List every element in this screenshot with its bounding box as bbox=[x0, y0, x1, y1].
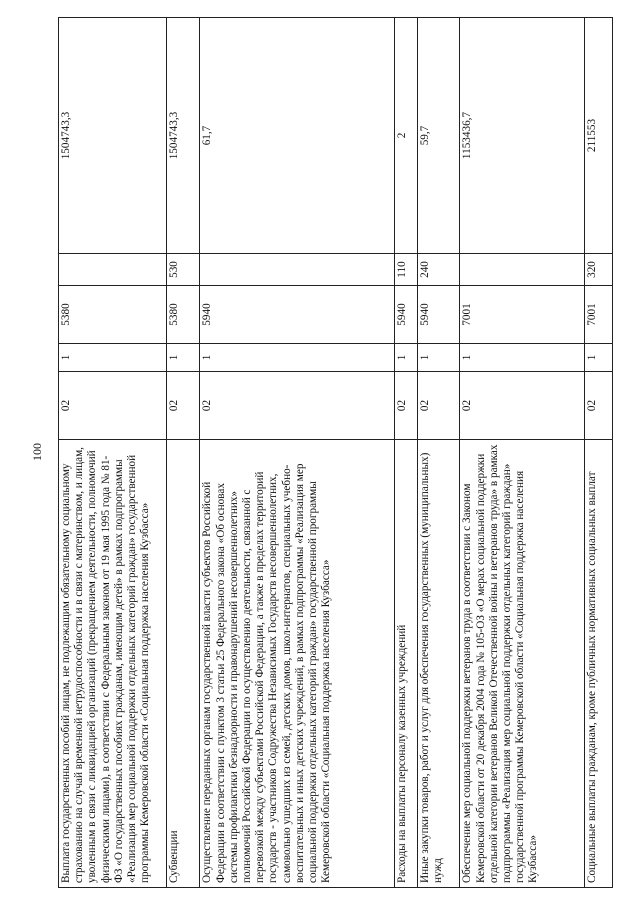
amount-cell: 211553 bbox=[584, 18, 612, 254]
budget-table bbox=[58, 17, 613, 888]
row-description: Осуществление переданных органам государственной власти субъектов Российской Федерации в соответствии с пунктом 3 статьи 25 Федерального закона «Об основах системы профилактики безнадзорности и правонарушений несовершеннолетних» полномочий Российской Федерации по осуществлению деятельности, связанной с перевозкой между субъектами Российской Федерации, а также в пределах территорий государств - участников Содружества Независимых Государств несовершеннолетних, самовольно ушедших из семей, детских домов, школ-интернатов, специальных учебно-воспитательных и иных детских учреждений, в рамках подпрограммы «Реализация мер социальной поддержки отдельных категорий граждан» государственной программы Кемеровской области «Социальная поддержка населения Кузбасса» bbox=[200, 440, 395, 888]
code-cell: 02 bbox=[59, 372, 167, 440]
code-cell: 5940 bbox=[417, 286, 460, 344]
amount-cell: 2 bbox=[395, 18, 417, 254]
code-cell: 1 bbox=[166, 344, 200, 372]
code-cell: 5940 bbox=[395, 286, 417, 344]
code-cell: 7001 bbox=[460, 286, 584, 344]
code-cell: 5380 bbox=[59, 286, 167, 344]
table-row bbox=[460, 18, 584, 888]
code-cell: 7001 bbox=[584, 286, 612, 344]
amount-cell: 1504743,3 bbox=[166, 18, 200, 254]
code-cell: 110 bbox=[395, 254, 417, 286]
code-cell bbox=[460, 254, 584, 286]
table-row bbox=[417, 18, 460, 888]
row-description: Обеспечение мер социальной поддержки ветеранов труда в соответствии с Законом Кемеровской области от 20 декабря 2004 года № 105-ОЗ «О мерах социальной поддержки отдельной категории ветеранов Великой Отечественной войны и ветеранов труда» в рамках подпрограммы «Реализация мер социальной поддержки отдельных категорий граждан» государственной программы Кемеровской области «Социальная поддержка населения Кузбасса» bbox=[460, 440, 584, 888]
code-cell: 02 bbox=[460, 372, 584, 440]
rotated-table-wrapper bbox=[58, 18, 613, 888]
code-cell: 5940 bbox=[200, 286, 395, 344]
code-cell: 1 bbox=[59, 344, 167, 372]
table-row bbox=[59, 18, 167, 888]
code-cell: 1 bbox=[200, 344, 395, 372]
page-number bbox=[27, 440, 47, 464]
code-cell bbox=[200, 254, 395, 286]
code-cell: 02 bbox=[200, 372, 395, 440]
table-row bbox=[166, 18, 200, 888]
amount-cell: 59,7 bbox=[417, 18, 460, 254]
table-row bbox=[395, 18, 417, 888]
code-cell: 240 bbox=[417, 254, 460, 286]
code-cell: 02 bbox=[166, 372, 200, 440]
row-description: Субвенции bbox=[166, 440, 200, 888]
code-cell: 5380 bbox=[166, 286, 200, 344]
row-description: Социальные выплаты гражданам, кроме публичных нормативных социальных выплат bbox=[584, 440, 612, 888]
page-number-text: 100 bbox=[30, 443, 44, 461]
code-cell bbox=[59, 254, 167, 286]
table-row bbox=[584, 18, 612, 888]
row-description: Иные закупки товаров, работ и услуг для обеспечения государственных (муниципальных) нужд bbox=[417, 440, 460, 888]
amount-cell: 61,7 bbox=[200, 18, 395, 254]
code-cell: 1 bbox=[395, 344, 417, 372]
amount-cell: 1153436,7 bbox=[460, 18, 584, 254]
row-description: Выплата государственных пособий лицам, не подлежащим обязательному социальному страхованию на случай временной нетрудоспособности и в связи с материнством, и лицам, уволенным в связи с ликвидацией организаций (прекращением деятельности, полномочий физическими лицами), в соответствии с Федеральным законом от 19 мая 1995 года № 81-ФЗ «О государственных пособиях гражданам, имеющим детей» в рамках подпрограммы «Реализация мер социальной поддержки отдельных категорий граждан» государственной программы Кемеровской области «Социальная поддержка населения Кузбасса» bbox=[59, 440, 167, 888]
code-cell: 02 bbox=[584, 372, 612, 440]
code-cell: 1 bbox=[417, 344, 460, 372]
code-cell: 02 bbox=[417, 372, 460, 440]
code-cell: 1 bbox=[584, 344, 612, 372]
code-cell: 320 bbox=[584, 254, 612, 286]
row-description: Расходы на выплаты персоналу казенных учреждений bbox=[395, 440, 417, 888]
table-row bbox=[200, 18, 395, 888]
amount-cell: 1504743,3 bbox=[59, 18, 167, 254]
code-cell: 1 bbox=[460, 344, 584, 372]
code-cell: 02 bbox=[395, 372, 417, 440]
code-cell: 530 bbox=[166, 254, 200, 286]
